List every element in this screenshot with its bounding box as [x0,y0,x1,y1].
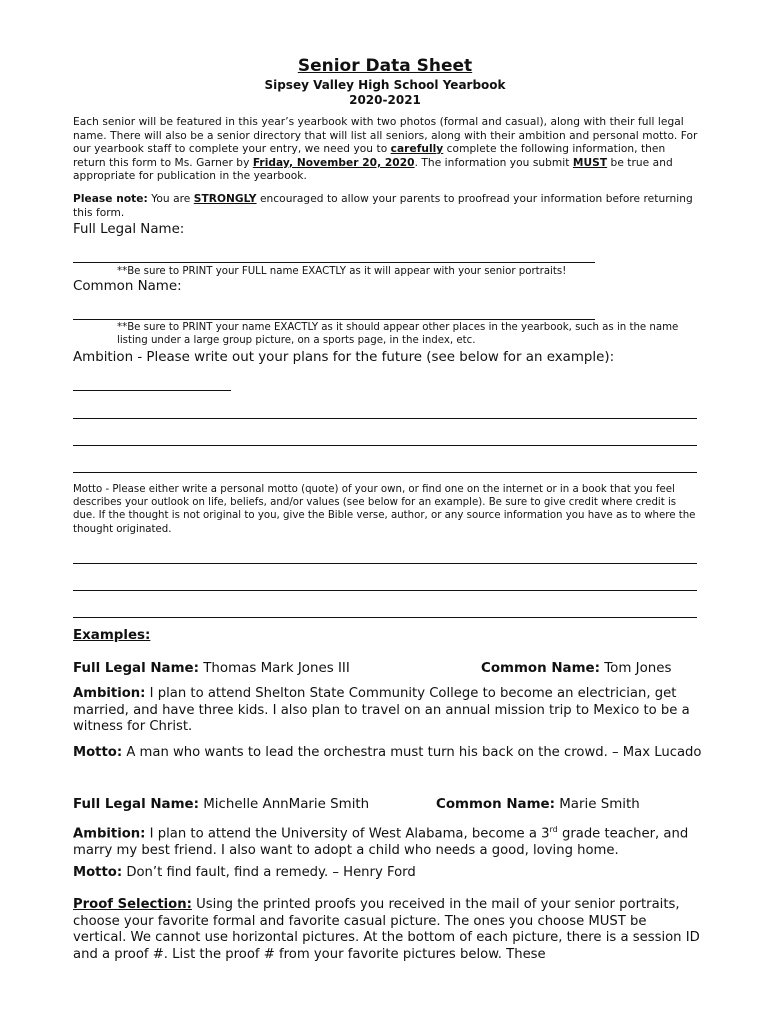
example2-ambition-label: Ambition: [73,826,146,842]
full-legal-name-label: Full Legal Name: [73,222,185,237]
example2-motto-label: Motto: [73,865,123,880]
note-text-2: encouraged to allow your parents to proofread your information before returning this form. [73,193,693,219]
example2-legal-value: Michelle AnnMarie Smith [198,797,370,812]
example1-motto [73,745,703,762]
common-name-line[interactable] [73,319,595,320]
example1-ambition [73,686,703,736]
example1-legal-name [73,661,350,676]
example2-ambition-value-a: I plan to attend the University of West Alabama, become a 3 [145,826,550,842]
intro-must: MUST [572,156,608,169]
intro-deadline: Friday, November 20, 2020 [252,156,415,169]
note-strongly: STRONGLY [193,193,257,205]
school-subtitle: Sipsey Valley High School Yearbook [264,78,506,92]
example2-legal-name [73,797,369,812]
intro-carefully: carefully [390,143,444,156]
motto-line-2[interactable] [73,590,697,591]
motto-line-3[interactable] [73,617,697,618]
example2-common-label: Common Name: [436,797,555,812]
please-note-paragraph [73,193,698,220]
full-legal-name-line[interactable] [73,262,595,263]
example2-ambition [73,822,703,860]
common-name-note: **Be sure to PRINT your name EXACTLY as it should appear other places in the yearbook, such as in the name listing under a large group picture, on a sports page, in the index, etc. [117,322,679,347]
example1-ambition-value: I plan to attend Shelton State Community College to become an electrician, get married, and have three kids. I also plan to travel on an annual mission trip to Mexico to be a witness for Christ. [73,686,690,735]
example1-motto-label: Motto: [73,745,123,760]
example1-ambition-label: Ambition: [73,686,146,701]
please-note-label: Please note: [73,193,148,205]
example1-common-value: Tom Jones [599,661,672,676]
ambition-line-4[interactable] [73,472,697,473]
example1-legal-label: Full Legal Name: [73,661,199,676]
example2-motto [73,865,703,882]
example2-legal-label: Full Legal Name: [73,797,199,812]
example1-motto-value: A man who wants to lead the orchestra must turn his back on the crowd. – Max Lucado [122,745,702,760]
example2-common-name [436,797,640,812]
ambition-line-3[interactable] [73,445,697,446]
intro-paragraph [73,116,698,184]
intro-text-3: . The information you submit [414,156,573,169]
year-subtitle: 2020-2021 [349,93,421,107]
common-name-label: Common Name: [73,279,182,294]
example2-ambition-sup: rd [549,825,558,834]
page-title: Senior Data Sheet [297,56,473,76]
full-legal-name-note: **Be sure to PRINT your FULL name EXACTLY as it will appear with your senior portraits! [117,266,567,277]
example2-motto-value: Don’t find fault, find a remedy. – Henry Ford [122,865,416,880]
intro-text-2: complete the following information, then return this form to Ms. Garner by [73,143,666,169]
example1-common-label: Common Name: [481,661,600,676]
ambition-label: Ambition - Please write out your plans for the future (see below for an example): [73,350,615,365]
examples-heading: Examples: [73,628,151,643]
intro-text-1: Each senior will be featured in this year’s yearbook with two photos (formal and casual), along with their full legal name. There will also be a senior directory that will list all seniors, along with their ambition and personal motto. For our yearbook staff to complete your entry, we need you to [73,116,698,156]
ambition-line-2[interactable] [73,418,697,419]
example1-legal-value: Thomas Mark Jones III [198,661,350,676]
ambition-line-1[interactable] [73,390,231,391]
motto-line-1[interactable] [73,563,697,564]
example2-common-value: Marie Smith [554,797,640,812]
example2-ambition-value-b: grade teacher, and marry my best friend. I also want to adopt a child who needs a good, loving home. [73,826,689,858]
example1-common-name [481,661,671,676]
proof-selection-label: Proof Selection: [73,897,192,912]
proof-selection-paragraph [73,897,703,963]
proof-selection-text: Using the printed proofs you received in the mail of your senior portraits, choose your favorite formal and favorite casual picture. The ones you choose MUST be vertical. We cannot use horizontal pictures. At the bottom of each picture, there is a session ID and a proof #. List the proof # from your favorite pictures below. These [73,897,700,962]
motto-instructions: Motto - Please either write a personal motto (quote) of your own, or find one on the internet or in a book that you feel describes your outlook on life, beliefs, and/or values (see below for an example). Be sure to give credit where credit is due. If the thought is not original to you, give the Bible verse, author, or any source information you have as to where the thought originated. [73,484,696,535]
intro-text-4: be true and appropriate for publication in the yearbook. [73,156,673,183]
note-text-1: You are [147,193,194,205]
